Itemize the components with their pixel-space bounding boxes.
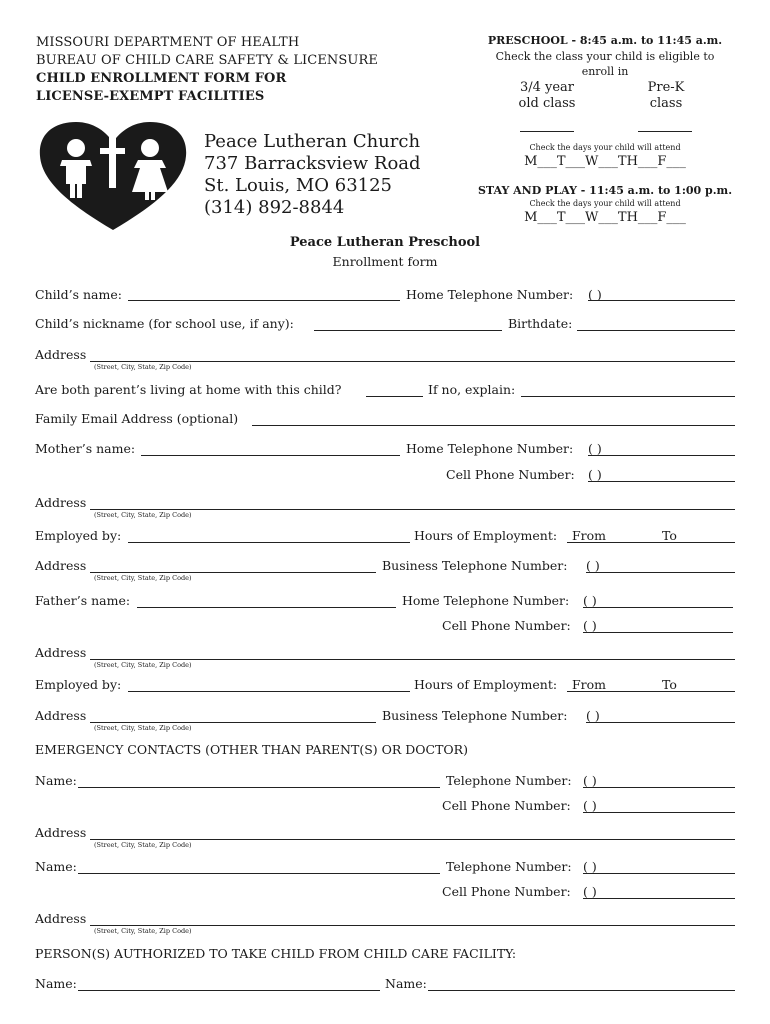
father-business-address-hint: (Street, City, State, Zip Code) [94,724,192,732]
mother-hours-field[interactable] [567,542,735,543]
mother-cell-field[interactable] [588,481,735,482]
stay-play-title: STAY AND PLAY - 11:45 a.m. to 1:00 p.m. [477,184,733,197]
emergency-2-name-label: Name: [35,859,77,874]
class-a-line-1: 3/4 year [519,80,575,95]
department-header [36,34,378,106]
home-tel-field[interactable] [588,300,735,301]
nickname-label: Child’s nickname (for school use, if any): [35,316,294,331]
home-tel-areacode: ( ) [588,287,602,302]
stay-play-check-days: Check the days your child will attend [529,199,681,208]
mother-business-tel-areacode: ( ) [586,558,600,573]
father-hours-from-label: From [572,677,607,692]
authorized-1-name-field[interactable] [78,990,380,991]
if-no-explain-field[interactable] [521,396,735,397]
mother-business-tel-label: Business Telephone Number: [382,558,568,573]
mother-address-field[interactable] [90,509,735,510]
mother-business-address-label: Address [35,558,87,573]
church-phone: (314) 892-8844 [204,197,345,218]
emergency-1-name-label: Name: [35,773,77,788]
child-address-field[interactable] [90,361,735,362]
authorized-heading: PERSON(S) AUTHORIZED TO TAKE CHILD FROM CHILD CARE FACILITY: [35,946,517,961]
father-employed-label: Employed by: [35,677,122,692]
emergency-2-tel-areacode: ( ) [583,859,597,874]
father-address-hint: (Street, City, State, Zip Code) [94,661,192,669]
stay-play-days-field[interactable]: M___T___W___TH___F___ [524,210,686,225]
church-name: Peace Lutheran Church [204,131,421,152]
form-title-line-1: CHILD ENROLLMENT FORM FOR [36,71,287,86]
preschool-title: PRESCHOOL - 8:45 a.m. to 11:45 a.m. [487,34,723,47]
mothers-name-field[interactable] [141,455,400,456]
father-cell-areacode: ( ) [583,618,597,633]
mother-address-hint: (Street, City, State, Zip Code) [94,511,192,519]
emergency-1-address-field[interactable] [90,839,735,840]
father-employer-field[interactable] [128,691,410,692]
emergency-1-cell-label: Cell Phone Number: [442,798,571,813]
childs-name-label: Child’s name: [35,287,122,302]
both-parents-field[interactable] [366,396,423,397]
emergency-2-address-label: Address [35,911,87,926]
mother-cell-label: Cell Phone Number: [446,467,575,482]
mother-business-address-hint: (Street, City, State, Zip Code) [94,574,192,582]
emergency-1-tel-label: Telephone Number: [446,773,572,788]
class-b-line-2: class [649,96,683,111]
father-business-tel-field[interactable] [586,722,735,723]
emergency-1-cell-areacode: ( ) [583,798,597,813]
emergency-2-tel-label: Telephone Number: [446,859,572,874]
mother-business-tel-field[interactable] [586,572,735,573]
check-class-line-2: enroll in [581,65,629,78]
class-option-prek [628,80,704,112]
emergency-2-name-field[interactable] [78,873,440,874]
dept-name: MISSOURI DEPARTMENT OF HEALTH [36,35,300,50]
class-option-34-year [506,80,588,112]
father-business-address-field[interactable] [90,722,376,723]
mother-employed-label: Employed by: [35,528,122,543]
mother-hours-label: Hours of Employment: [414,528,558,543]
church-address [204,131,421,219]
church-street: 737 Barracksview Road [204,153,421,174]
mother-home-tel-label: Home Telephone Number: [406,441,574,456]
family-email-field[interactable] [252,425,735,426]
home-tel-label: Home Telephone Number: [406,287,574,302]
emergency-1-tel-field[interactable] [583,787,735,788]
class-b-line-1: Pre-K [647,80,685,95]
fathers-name-label: Father’s name: [35,593,131,608]
father-home-tel-label: Home Telephone Number: [402,593,570,608]
father-business-tel-areacode: ( ) [586,708,600,723]
birthdate-label: Birthdate: [508,316,573,331]
mothers-name-label: Mother’s name: [35,441,136,456]
form-heading-subtitle: Enrollment form [332,254,438,269]
father-home-tel-field[interactable] [583,607,733,608]
mother-home-tel-field[interactable] [588,455,735,456]
childs-name-field[interactable] [128,300,400,301]
emergency-2-cell-label: Cell Phone Number: [442,884,571,899]
family-email-label: Family Email Address (optional) [35,411,239,426]
mother-home-tel-areacode: ( ) [588,441,602,456]
authorized-1-name-label: Name: [35,976,77,991]
emergency-1-address-hint: (Street, City, State, Zip Code) [94,841,192,849]
emergency-1-address-label: Address [35,825,87,840]
mother-business-address-field[interactable] [90,572,376,573]
check-class-line-1: Check the class your child is eligible to [495,50,715,63]
form-heading-title: Peace Lutheran Preschool [289,235,481,250]
form-title-line-2: LICENSE-EXEMPT FACILITIES [36,89,265,104]
father-home-tel-areacode: ( ) [583,593,597,608]
class-b-checkbox-line[interactable] [638,131,692,132]
father-cell-label: Cell Phone Number: [442,618,571,633]
class-a-checkbox-line[interactable] [520,131,574,132]
heart-children-cross-logo-icon [36,118,190,234]
class-a-line-2: old class [518,96,576,111]
both-parents-label: Are both parent’s living at home with this child? [35,382,342,397]
nickname-field[interactable] [314,330,502,331]
preschool-days-field[interactable]: M___T___W___TH___F___ [524,154,686,169]
father-hours-field[interactable] [567,691,735,692]
mother-hours-from-label: From [572,528,607,543]
authorized-2-name-field[interactable] [428,990,735,991]
father-cell-field[interactable] [583,632,733,633]
bureau-name: BUREAU OF CHILD CARE SAFETY & LICENSURE [36,53,378,68]
father-address-label: Address [35,645,87,660]
fathers-name-field[interactable] [137,607,396,608]
child-address-label: Address [35,347,87,362]
emergency-1-name-field[interactable] [78,787,440,788]
father-business-tel-label: Business Telephone Number: [382,708,568,723]
father-hours-label: Hours of Employment: [414,677,558,692]
church-city: St. Louis, MO 63125 [204,175,392,196]
emergency-contacts-heading: EMERGENCY CONTACTS (OTHER THAN PARENT(S) OR DOCTOR) [35,742,468,757]
mother-employer-field[interactable] [128,542,410,543]
father-business-address-label: Address [35,708,87,723]
preschool-check-class [474,49,736,79]
birthdate-field[interactable] [577,330,735,331]
preschool-check-days: Check the days your child will attend [529,143,681,152]
emergency-1-cell-field[interactable] [583,812,735,813]
emergency-2-address-field[interactable] [90,925,735,926]
mother-address-label: Address [35,495,87,510]
mother-hours-to-label: To [662,528,677,543]
child-address-hint: (Street, City, State, Zip Code) [94,363,192,371]
father-hours-to-label: To [662,677,677,692]
emergency-2-tel-field[interactable] [583,873,735,874]
emergency-2-address-hint: (Street, City, State, Zip Code) [94,927,192,935]
emergency-2-cell-field[interactable] [583,898,735,899]
father-address-field[interactable] [90,659,735,660]
if-no-label: If no, explain: [428,382,516,397]
mother-cell-areacode: ( ) [588,467,602,482]
emergency-1-tel-areacode: ( ) [583,773,597,788]
authorized-2-name-label: Name: [385,976,427,991]
emergency-2-cell-areacode: ( ) [583,884,597,899]
